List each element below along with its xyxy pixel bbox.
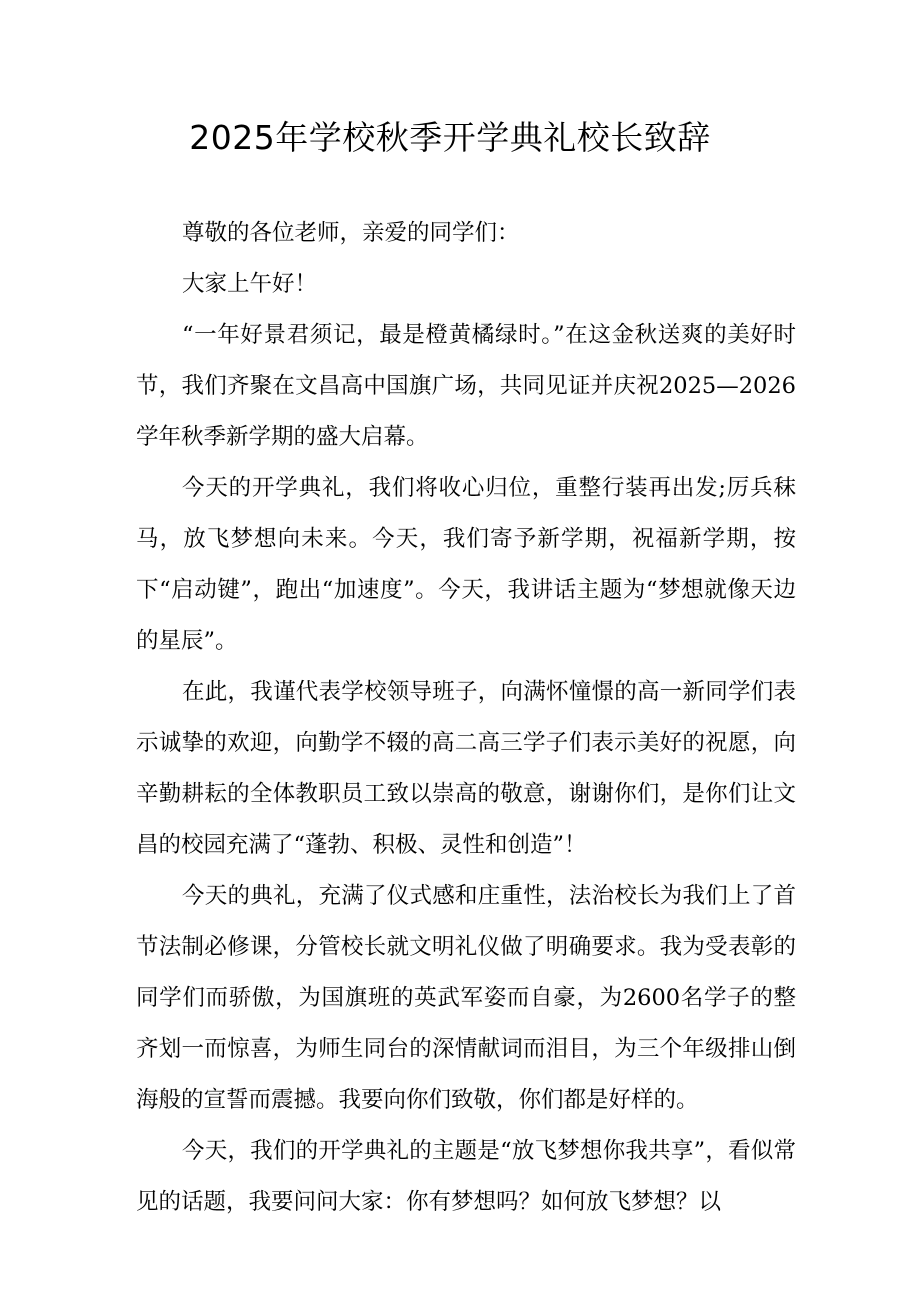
body-paragraph: 在此，我谨代表学校领导班子，向满怀憧憬的高一新同学们表示诚挚的欢迎，向勤学不辍的高二高三学子们表示美好的祝愿，向辛勤耕耘的全体教职员工致以崇高的敬意，谢谢你们，是你们让文昌的校园充满了“蓬勃、积极、灵性和创造”！	[136, 679, 796, 858]
greeting-paragraph: 大家上午好！	[182, 271, 318, 297]
body-paragraph: 今天，我们的开学典礼的主题是“放飞梦想你我共享”，看似常见的话题，我要问问大家：你有梦想吗？如何放飞梦想？以	[136, 1138, 796, 1215]
document-body	[136, 208, 796, 1228]
body-paragraph: “一年好景君须记，最是橙黄橘绿时。”在这金秋送爽的美好时节，我们齐聚在文昌高中国旗广场，共同见证并庆祝2025—2026学年秋季新学期的盛大启幕。	[136, 322, 796, 450]
body-paragraph: 今天的开学典礼，我们将收心归位，重整行装再出发;厉兵秣马，放飞梦想向未来。今天，我们寄予新学期，祝福新学期，按下“启动键”，跑出“加速度”。今天，我讲话主题为“梦想就像天边的星辰”。	[136, 475, 796, 654]
body-paragraph: 今天的典礼，充满了仪式感和庄重性，法治校长为我们上了首节法制必修课，分管校长就文明礼仪做了明确要求。我为受表彰的同学们而骄傲，为国旗班的英武军姿而自豪，为2600名学子的整齐划一而惊喜，为师生同台的深情献词而泪目，为三个年级排山倒海般的宣誓而震撼。我要向你们致敬，你们都是好样的。	[136, 883, 796, 1113]
salutation-paragraph: 尊敬的各位老师，亲爱的同学们：	[182, 220, 520, 246]
document-title: 2025年学校秋季开学典礼校长致辞	[189, 118, 711, 157]
